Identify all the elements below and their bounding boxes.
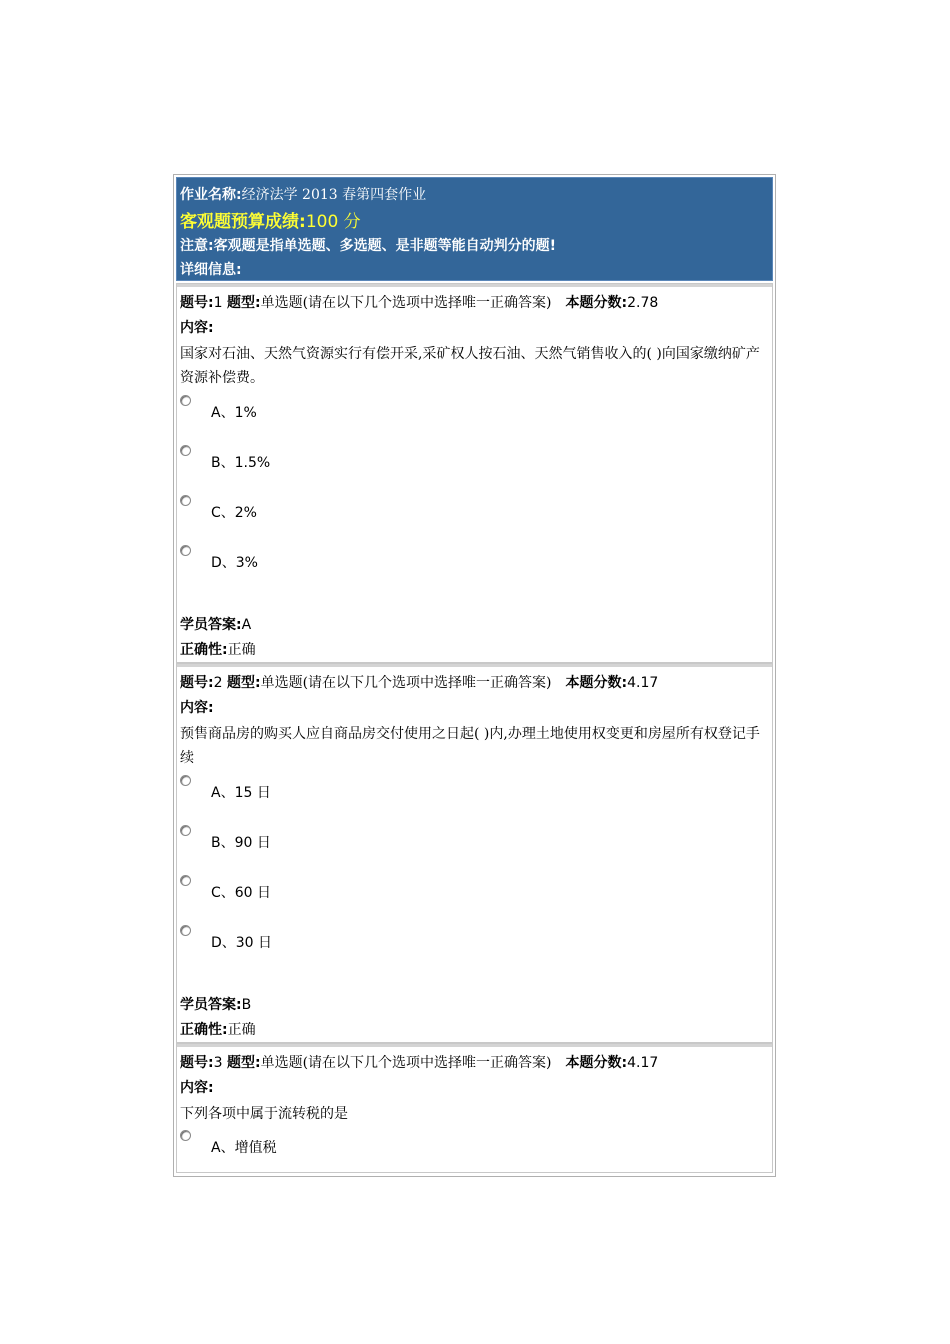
option-label: A、增值税 (211, 1140, 277, 1156)
radio-icon[interactable] (180, 775, 191, 786)
content-label: 内容: (180, 1080, 214, 1096)
correctness (180, 639, 256, 659)
radio-icon[interactable] (180, 445, 191, 456)
student-answer-label: 学员答案: (180, 617, 242, 633)
radio-icon[interactable] (180, 495, 191, 506)
question-header (180, 672, 658, 692)
detail-label: 详细信息: (180, 262, 242, 278)
question-number: 2 (213, 675, 223, 691)
radio-icon[interactable] (180, 395, 191, 406)
question-text: 国家对石油、天然气资源实行有偿开采,采矿权人按石油、天然气销售收入的( )向国家缴纳矿产资源补偿费。 (180, 346, 760, 386)
homework-name: 经济法学 2013 春第四套作业 (241, 187, 427, 203)
student-answer (180, 994, 251, 1014)
question-points-label: 本题分数: (565, 295, 628, 311)
homework-sheet (173, 174, 776, 1177)
question-number-label: 题号: (180, 295, 214, 311)
question-header (180, 1052, 658, 1072)
radio-icon[interactable] (180, 825, 191, 836)
option-label: D、3% (211, 555, 258, 571)
question-type-label: 题型: (226, 295, 261, 311)
option-label: A、1% (211, 405, 257, 421)
radio-icon[interactable] (180, 545, 191, 556)
option-label: D、30 日 (211, 935, 273, 951)
question-number-label: 题号: (180, 1055, 214, 1071)
option-label: B、1.5% (211, 455, 271, 471)
correctness-label: 正确性: (180, 642, 228, 658)
radio-icon[interactable] (180, 875, 191, 886)
homework-title (180, 184, 426, 204)
question-block (176, 663, 773, 1043)
question-number: 1 (213, 295, 223, 311)
radio-icon[interactable] (180, 1130, 191, 1141)
content-label: 内容: (180, 320, 214, 336)
score-value: 100 分 (305, 212, 361, 232)
option-label: C、60 日 (211, 885, 272, 901)
option-label: C、2% (211, 505, 257, 521)
question-type: 单选题(请在以下几个选项中选择唯一正确答案) (260, 675, 552, 691)
question-points-label: 本题分数: (565, 1055, 628, 1071)
correctness-value: 正确 (227, 642, 256, 658)
question-points: 2.78 (627, 295, 659, 311)
question-block (176, 1043, 773, 1173)
option-label: B、90 日 (211, 835, 271, 851)
student-answer-value: B (241, 997, 252, 1013)
student-answer (180, 614, 251, 634)
score-label: 客观题预算成绩: (180, 212, 306, 232)
question-type: 单选题(请在以下几个选项中选择唯一正确答案) (260, 295, 552, 311)
content-label: 内容: (180, 700, 214, 716)
question-type-label: 题型: (226, 675, 261, 691)
question-header (180, 292, 658, 312)
question-text: 下列各项中属于流转税的是 (180, 1106, 348, 1122)
question-number: 3 (213, 1055, 223, 1071)
question-points: 4.17 (627, 1055, 659, 1071)
student-answer-label: 学员答案: (180, 997, 242, 1013)
correctness (180, 1019, 256, 1039)
objective-note: 注意:客观题是指单选题、多选题、是非题等能自动判分的题! (180, 238, 556, 254)
student-answer-value: A (241, 617, 252, 633)
question-type: 单选题(请在以下几个选项中选择唯一正确答案) (260, 1055, 552, 1071)
objective-score (180, 207, 361, 232)
question-text: 预售商品房的购买人应自商品房交付使用之日起( )内,办理土地使用权变更和房屋所有权登记手续 (180, 726, 760, 766)
question-number-label: 题号: (180, 675, 214, 691)
option-label: A、15 日 (211, 785, 271, 801)
question-points-label: 本题分数: (565, 675, 628, 691)
radio-icon[interactable] (180, 925, 191, 936)
question-block (176, 283, 773, 663)
correctness-value: 正确 (227, 1022, 256, 1038)
homework-header (176, 177, 773, 281)
question-type-label: 题型: (226, 1055, 261, 1071)
correctness-label: 正确性: (180, 1022, 228, 1038)
question-points: 4.17 (627, 675, 659, 691)
homework-name-label: 作业名称: (180, 187, 242, 203)
